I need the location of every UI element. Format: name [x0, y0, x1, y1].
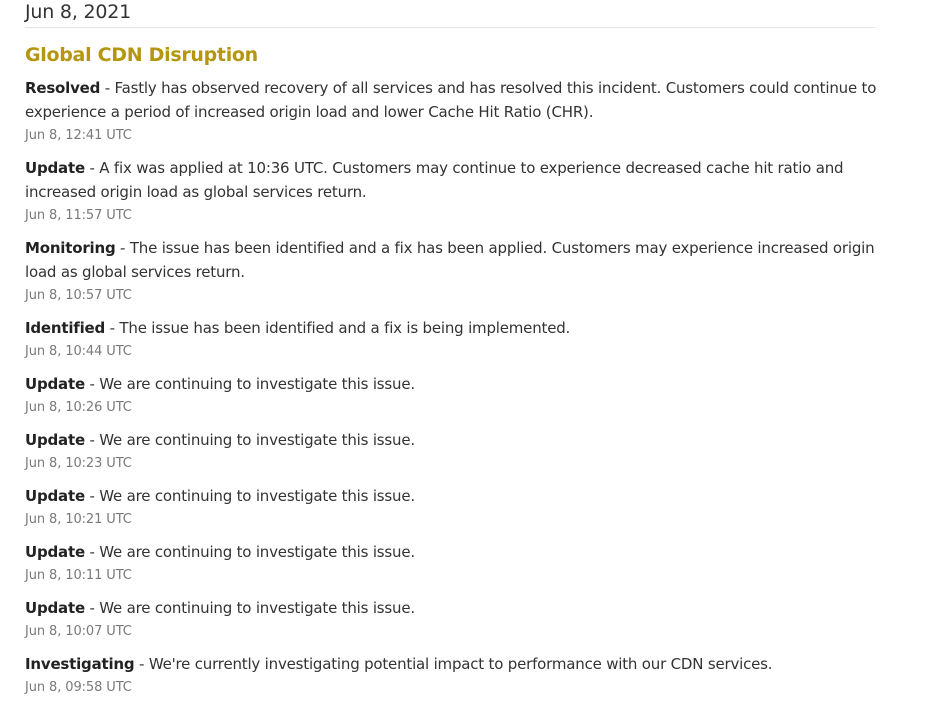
- update-separator: -: [84, 543, 100, 561]
- update-timestamp: Jun 8, 12:41 UTC: [25, 128, 132, 143]
- date-text: Jun 8, 2021: [25, 1, 132, 23]
- update-body: [25, 596, 885, 620]
- update-item: [25, 76, 885, 148]
- update-timestamp: Jun 8, 10:44 UTC: [25, 344, 132, 359]
- update-timestamp: Jun 8, 10:11 UTC: [25, 568, 132, 583]
- update-message: We are continuing to investigate this issue.: [99, 487, 415, 505]
- update-item: [25, 596, 885, 644]
- update-separator: -: [84, 159, 100, 177]
- update-message: The issue has been identified and a fix is being implemented.: [119, 319, 571, 337]
- update-timestamp: Jun 8, 10:23 UTC: [25, 456, 132, 471]
- update-status: Update: [25, 159, 85, 177]
- update-item: [25, 316, 885, 364]
- update-separator: -: [84, 431, 100, 449]
- update-status: Update: [25, 375, 85, 393]
- update-separator: -: [115, 239, 130, 257]
- update-status: Identified: [25, 319, 106, 337]
- update-body: [25, 428, 885, 452]
- update-message: We are continuing to investigate this issue.: [99, 599, 415, 617]
- update-timestamp: Jun 8, 10:21 UTC: [25, 512, 132, 527]
- incident-updates-list: [25, 76, 885, 708]
- update-item: [25, 540, 885, 588]
- update-status: Monitoring: [25, 239, 116, 257]
- update-item: [25, 156, 885, 228]
- update-status: Update: [25, 431, 85, 449]
- update-separator: -: [84, 599, 100, 617]
- update-body: [25, 316, 885, 340]
- update-timestamp: Jun 8, 11:57 UTC: [25, 208, 132, 223]
- update-body: [25, 484, 885, 508]
- update-item: [25, 484, 885, 532]
- update-timestamp: Jun 8, 10:26 UTC: [25, 400, 132, 415]
- update-message: The issue has been identified and a fix has been applied. Customers may experience increased origin load as global services return.: [25, 239, 875, 281]
- update-body: [25, 652, 885, 676]
- update-item: [25, 652, 885, 700]
- update-separator: -: [105, 319, 120, 337]
- update-message: We are continuing to investigate this issue.: [99, 375, 415, 393]
- update-item: [25, 236, 885, 308]
- update-separator: -: [100, 79, 115, 97]
- update-item: [25, 428, 885, 476]
- update-message: We are continuing to investigate this issue.: [99, 431, 415, 449]
- update-status: Update: [25, 543, 85, 561]
- update-message: A fix was applied at 10:36 UTC. Customers may continue to experience decreased cache hit ratio and increased origin load as global services return.: [25, 159, 844, 201]
- update-status: Resolved: [25, 79, 101, 97]
- update-status: Update: [25, 599, 85, 617]
- date-header: [25, 0, 875, 28]
- update-separator: -: [84, 375, 100, 393]
- update-body: [25, 156, 885, 204]
- update-message: We're currently investigating potential impact to performance with our CDN services.: [148, 655, 773, 673]
- update-separator: -: [84, 487, 100, 505]
- update-item: [25, 372, 885, 420]
- update-message: Fastly has observed recovery of all services and has resolved this incident. Customers could continue to experience a period of increased origin load and lower Cache Hit Ratio (CHR).: [25, 79, 877, 121]
- update-message: We are continuing to investigate this issue.: [99, 543, 415, 561]
- update-timestamp: Jun 8, 10:57 UTC: [25, 288, 132, 303]
- update-body: [25, 236, 885, 284]
- update-timestamp: Jun 8, 09:58 UTC: [25, 680, 132, 695]
- update-status: Investigating: [25, 655, 135, 673]
- update-body: [25, 540, 885, 564]
- update-separator: -: [134, 655, 149, 673]
- update-body: [25, 372, 885, 396]
- update-status: Update: [25, 487, 85, 505]
- incident-title[interactable]: Global CDN Disruption: [25, 44, 258, 66]
- update-timestamp: Jun 8, 10:07 UTC: [25, 624, 132, 639]
- update-body: [25, 76, 885, 124]
